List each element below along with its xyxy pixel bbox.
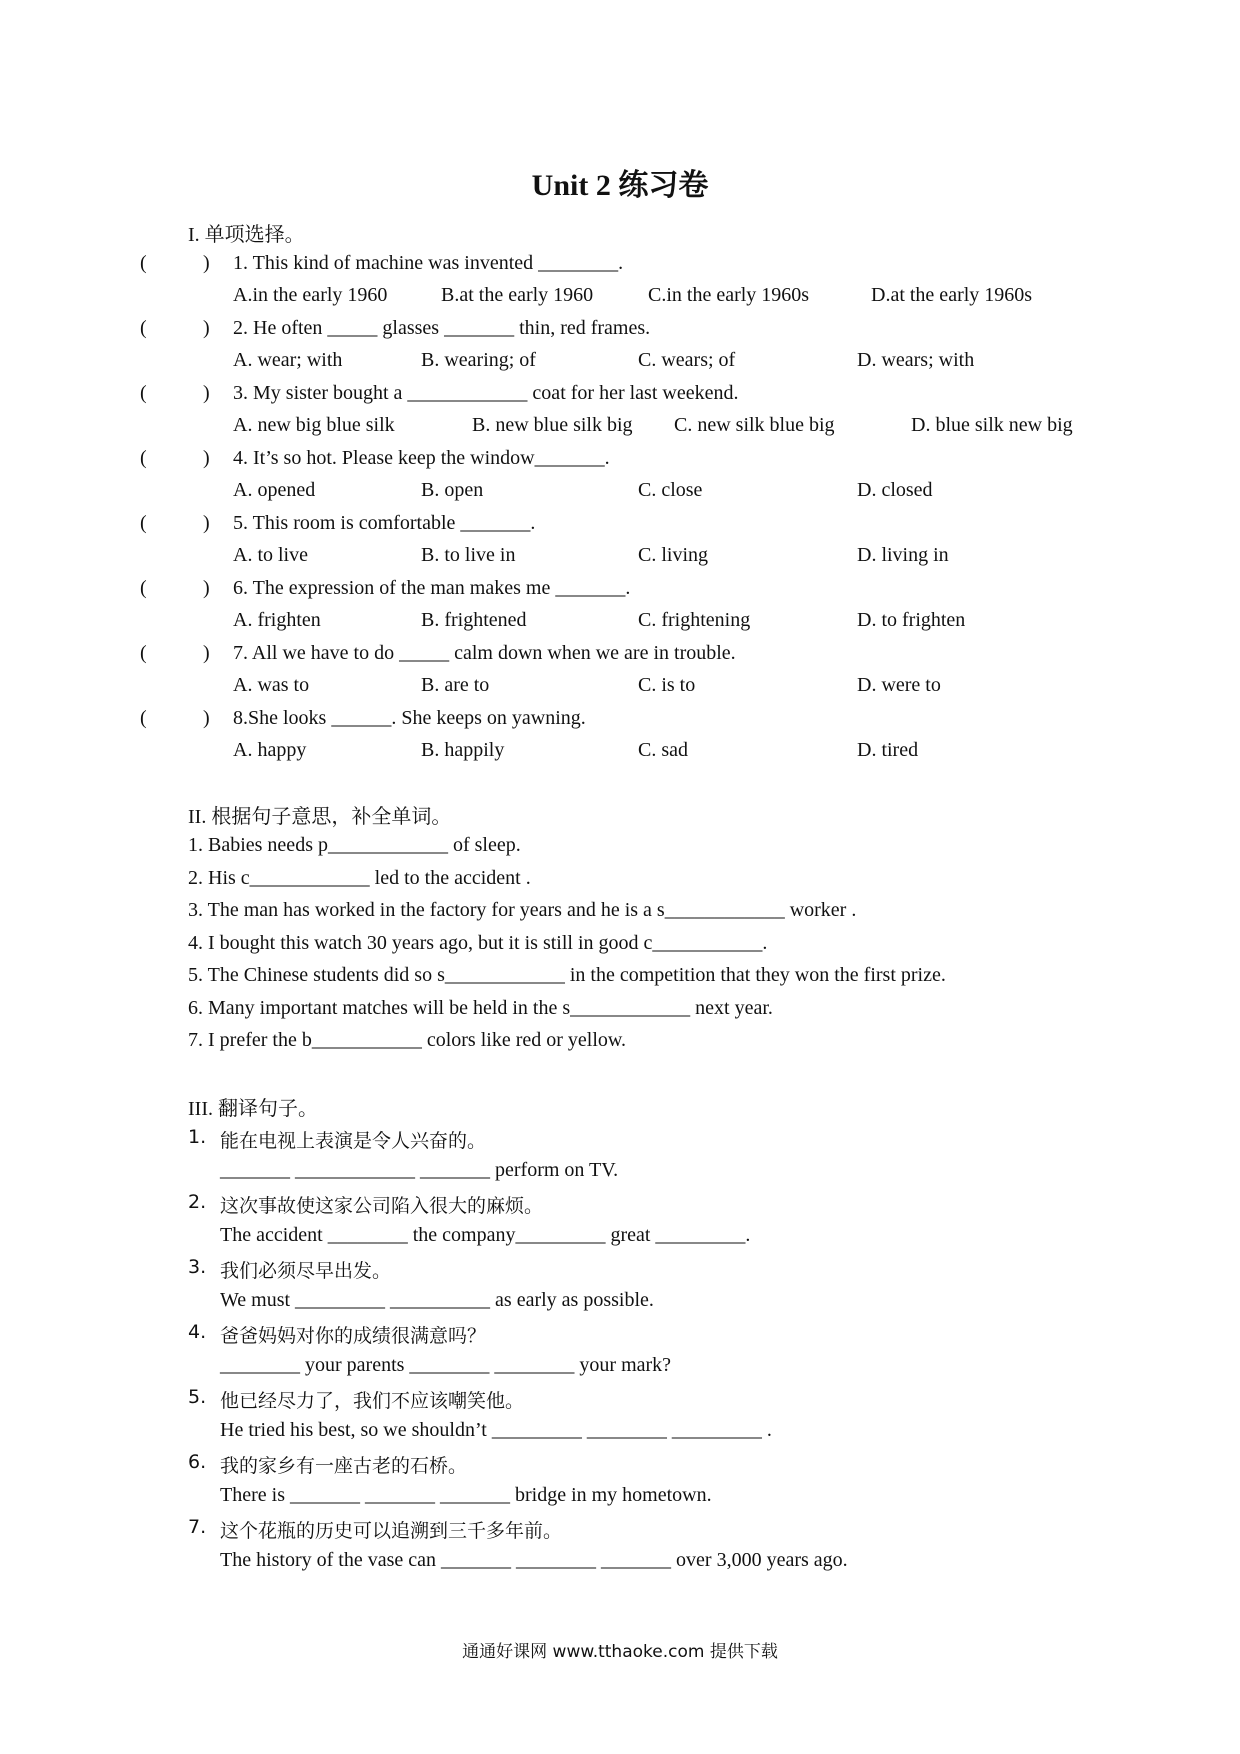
question-option: B. happily (421, 739, 505, 761)
question-option: A. was to (233, 674, 310, 696)
translation-chinese: 我们必须尽早出发。 (220, 1260, 392, 1282)
question-option: B. to live in (421, 544, 516, 566)
question-option: C. is to (638, 674, 696, 696)
question-option: B.at the early 1960 (441, 284, 594, 306)
fill-item: 6. Many important matches will be held in the s____________ next year. (188, 996, 773, 1019)
question-option: A. wear; with (233, 349, 343, 371)
question-stem: 3. My sister bought a ____________ coat for her last weekend. (233, 382, 739, 404)
translation-chinese: 他已经尽力了，我们不应该嘲笑他。 (220, 1390, 525, 1412)
translation-number: 5. (188, 1386, 207, 1408)
translation-number: 1. (188, 1126, 207, 1148)
fill-item: 2. His c____________ led to the accident . (188, 866, 531, 889)
question-option: A. opened (233, 479, 316, 501)
question-option: D.at the early 1960s (871, 284, 1033, 306)
question-option: D. were to (857, 674, 941, 696)
fill-item: 3. The man has worked in the factory for years and he is a s____________ worker . (188, 899, 857, 921)
fill-item: 1. Babies needs p____________ of sleep. (188, 834, 521, 856)
translation-chinese: 这次事故使这家公司陷入很大的麻烦。 (220, 1195, 544, 1217)
question-option: B. are to (421, 674, 490, 696)
question-option: B. new blue silk big (472, 414, 633, 436)
translation-number: 7. (188, 1516, 207, 1538)
translation-number: 6. (188, 1451, 207, 1473)
answer-paren-open: ( (140, 577, 147, 599)
translation-english: We must _________ __________ as early as possible. (220, 1289, 654, 1311)
question-option: D. blue silk new big (911, 414, 1073, 436)
translation-english: ________ your parents ________ ________ your mark? (220, 1354, 672, 1376)
question-stem: 1. This kind of machine was invented ________. (233, 252, 624, 274)
question-option: D. wears; with (857, 349, 975, 371)
translation-chinese: 这个花瓶的历史可以追溯到三千多年前。 (220, 1520, 563, 1542)
question-stem: 5. This room is comfortable _______. (233, 512, 536, 534)
translation-chinese: 能在电视上表演是令人兴奋的。 (220, 1130, 487, 1152)
translation-english: The accident ________ the company_________ great _________. (220, 1224, 751, 1246)
translation-number: 3. (188, 1256, 207, 1278)
answer-paren-close: ) (203, 512, 210, 534)
question-option: B. open (421, 479, 484, 501)
question-option: C. frightening (638, 609, 751, 631)
translation-chinese: 我的家乡有一座古老的石桥。 (220, 1455, 468, 1477)
answer-paren-open: ( (140, 707, 147, 729)
question-option: D. to frighten (857, 609, 966, 631)
answer-paren-open: ( (140, 642, 147, 664)
fill-item: 4. I bought this watch 30 years ago, but it is still in good c___________. (188, 931, 768, 954)
question-option: C. sad (638, 739, 688, 761)
answer-paren-close: ) (203, 382, 210, 404)
translation-chinese: 爸爸妈妈对你的成绩很满意吗？ (220, 1325, 487, 1347)
answer-paren-open: ( (140, 317, 147, 339)
question-option: C. living (638, 544, 709, 566)
question-option: A. frighten (233, 609, 321, 631)
answer-paren-close: ) (203, 707, 210, 729)
answer-paren-open: ( (140, 252, 147, 274)
section-heading: I. 单项选择。 (188, 224, 305, 246)
question-option: B. frightened (421, 609, 527, 631)
fill-item: 5. The Chinese students did so s____________ in the competition that they won the first prize. (188, 964, 946, 986)
translation-english: There is _______ _______ _______ bridge in my hometown. (220, 1484, 712, 1506)
answer-paren-close: ) (203, 642, 210, 664)
question-option: A.in the early 1960 (233, 284, 388, 306)
section-heading: II. 根据句子意思，补全单词。 (188, 806, 452, 828)
page-title: Unit 2 练习卷 (531, 169, 709, 202)
question-option: A. new big blue silk (233, 414, 395, 436)
translation-number: 2. (188, 1191, 207, 1213)
question-option: C. wears; of (638, 349, 736, 371)
fill-item: 7. I prefer the b___________ colors like red or yellow. (188, 1029, 627, 1051)
section-heading: III. 翻译句子。 (188, 1098, 318, 1120)
question-stem: 7. All we have to do _____ calm down when we are in trouble. (233, 642, 736, 664)
answer-paren-open: ( (140, 447, 147, 469)
question-option: A. happy (233, 739, 307, 761)
question-option: C. new silk blue big (674, 414, 835, 436)
answer-paren-open: ( (140, 512, 147, 534)
translation-english: The history of the vase can _______ ________ _______ over 3,000 years ago. (220, 1549, 848, 1571)
footer-note: 通通好课网 www.tthaoke.com 提供下载 (462, 1642, 778, 1662)
question-stem: 2. He often _____ glasses _______ thin, red frames. (233, 317, 651, 339)
translation-english: He tried his best, so we shouldn’t _________ ________ _________ . (220, 1419, 772, 1441)
answer-paren-close: ) (203, 577, 210, 599)
answer-paren-open: ( (140, 382, 147, 404)
answer-paren-close: ) (203, 252, 210, 274)
question-option: B. wearing; of (421, 349, 536, 371)
question-option: D. living in (857, 544, 949, 566)
question-stem: 8.She looks ______. She keeps on yawning. (233, 707, 586, 729)
translation-english: _______ ____________ _______ perform on TV. (220, 1159, 619, 1181)
question-stem: 4. It’s so hot. Please keep the window_______. (233, 447, 610, 469)
question-stem: 6. The expression of the man makes me _______. (233, 577, 631, 599)
answer-paren-close: ) (203, 317, 210, 339)
translation-number: 4. (188, 1321, 207, 1343)
question-option: D. tired (857, 739, 919, 761)
question-option: C. close (638, 479, 703, 501)
question-option: A. to live (233, 544, 308, 566)
question-option: C.in the early 1960s (648, 284, 810, 306)
question-option: D. closed (857, 479, 933, 501)
answer-paren-close: ) (203, 447, 210, 469)
